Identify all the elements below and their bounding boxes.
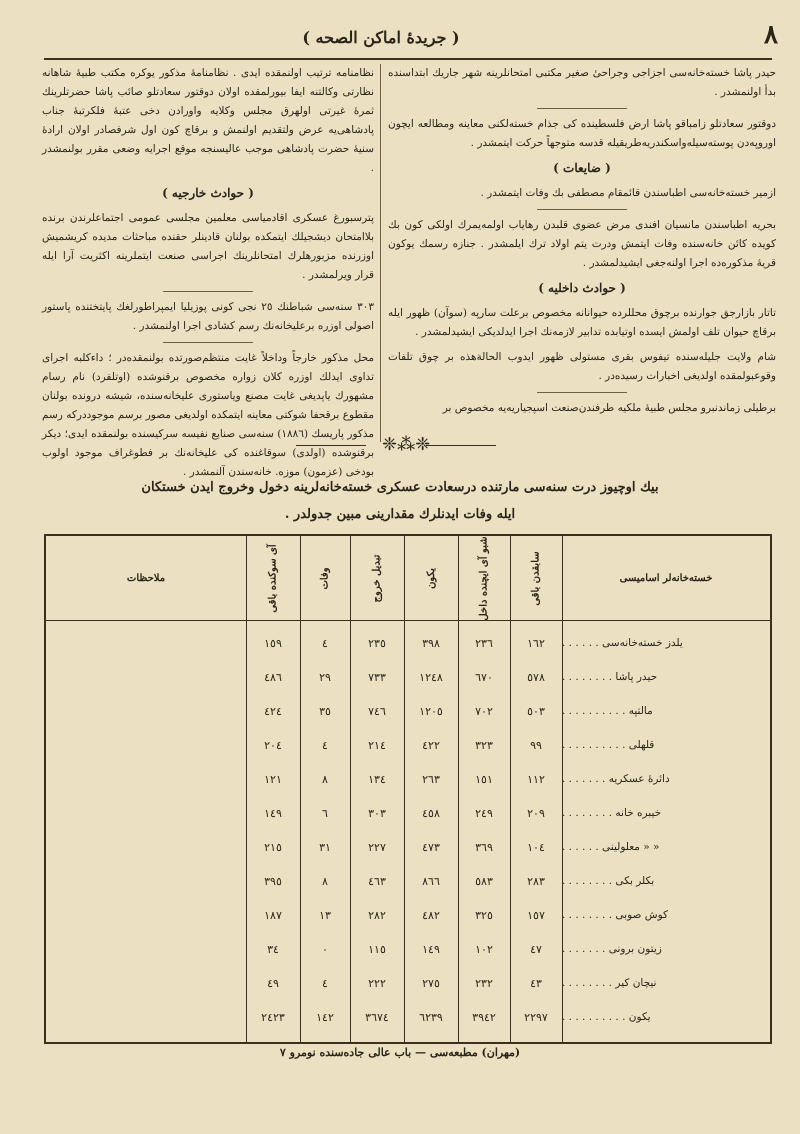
cell-hospital-name: قلهلی . . . . . . . . . . — [562, 739, 655, 751]
cell-died: ٠ — [322, 942, 328, 956]
divider — [537, 108, 627, 109]
cell-total: ١٢٠٥ — [419, 704, 443, 718]
section-heading-domestic-news: ( حوادث داخلیه ) — [538, 281, 626, 295]
cell-entered: ٣٢٣ — [475, 738, 493, 752]
paragraph: بحریه اطباسندن مانسیان افندی مرض عضوی قلبدن رهاياب اولمه‌یمرك اولکی کون بك کویده کائن خانه‌سنده وفات ایتمش ودرت یتم اولاد ترك ایلمشدر . جنازه رسمك یوکون قریهٔ مذکوره‌ده اجرا اولنه‌جغی ایشیدلمشدر . — [388, 219, 776, 269]
cell-previous: ٩٩ — [530, 738, 542, 752]
cell-total: ٣٩٨ — [422, 636, 440, 650]
cell-previous: ٤٣ — [530, 976, 542, 990]
cell-died: ٤ — [322, 636, 328, 650]
divider — [163, 291, 253, 292]
table-row — [46, 864, 770, 898]
cell-died: ٦ — [322, 806, 328, 820]
header-notes: ملاحظات — [126, 572, 166, 584]
cell-died: ٤ — [322, 738, 328, 752]
header-died: وفات — [319, 566, 331, 590]
ornament-divider — [296, 436, 496, 456]
divider — [537, 392, 627, 393]
cell-remaining: ٣٤ — [267, 942, 279, 956]
newspaper-title: ( جريدهٔ اماكن الصحه ) — [302, 28, 460, 47]
table-row — [46, 694, 770, 728]
cell-entered: ٢٣٢ — [475, 976, 493, 990]
cell-remaining: ٤٨٦ — [264, 670, 282, 684]
cell-hospital-name: دائرهٔ عسکریه . . . . . . . — [562, 773, 670, 785]
cell-previous: ٢٠٩ — [527, 806, 545, 820]
cell-died: ١٤٢ — [316, 1010, 334, 1024]
header-recovered: تبدیل خروج — [371, 554, 383, 602]
cell-entered: ٢٣٦ — [475, 636, 493, 650]
cell-total: ١٤٩ — [422, 942, 440, 956]
cell-died: ٢٩ — [319, 670, 331, 684]
table-row — [46, 898, 770, 932]
cell-previous: ١٠٤ — [527, 840, 545, 854]
cell-died: ٨ — [322, 874, 328, 888]
paragraph: دوقتور سعادتلو زامباقو پاشا ارض فلسطینده کی جذام خسته‌لکنی معاینه ومطالعه ایچون اوروپه‌دن پوسته‌سیله‌واسکندریه‌طریقیله قدسه متوجهاً حرکت ایتمشدر . — [388, 118, 776, 149]
cell-hospital-name: حیدر پاشا . . . . . . . . — [562, 671, 658, 683]
section-heading-losses: ( ضایعات ) — [553, 161, 611, 175]
cell-hospital-name: بکلر بکی . . . . . . . . — [562, 875, 655, 887]
cell-recovered: ٣٠٣ — [368, 806, 386, 820]
cell-hospital-name: « « معلولینی . . . . . . — [562, 841, 660, 853]
cell-entered: ٣٦٩ — [475, 840, 493, 854]
cell-hospital-name: نیچان کیر . . . . . . . . — [562, 977, 657, 989]
page-header — [40, 20, 782, 54]
cell-total: ٤٥٨ — [422, 806, 440, 820]
header-remaining: آی سوکنده باقی — [267, 543, 279, 613]
hospital-statistics-table — [44, 534, 772, 1044]
cell-recovered: ١٣٤ — [368, 772, 386, 786]
table-row — [46, 796, 770, 830]
header-hospital-names: خسته‌خانه‌لر اسامیسی — [619, 572, 713, 584]
cell-hospital-name: یکون . . . . . . . . . . — [562, 1011, 651, 1023]
cell-hospital-name: یلدز خسته‌خانه‌سی . . . . . . — [562, 637, 683, 649]
cell-total: ٦٢٣٩ — [419, 1010, 443, 1024]
header-rule — [44, 58, 772, 60]
cell-previous: ٥٧٨ — [527, 670, 545, 684]
table-row — [46, 660, 770, 694]
column-separator — [380, 64, 381, 442]
cell-remaining: ١٨٧ — [264, 908, 282, 922]
table-header-row — [46, 536, 770, 621]
left-column — [42, 64, 374, 488]
cell-recovered: ٧٤٦ — [368, 704, 386, 718]
cell-remaining: ١٢١ — [264, 772, 282, 786]
cell-total: ١٢٤٨ — [419, 670, 443, 684]
cell-recovered: ٢٢٧ — [368, 840, 386, 854]
cell-previous: ٢٨٣ — [527, 874, 545, 888]
printer-footer: (مهران) مطبعه‌سی — باب عالی جاده‌سنده نومرو ٧ — [279, 1046, 521, 1059]
cell-previous: ١٦٢ — [527, 636, 545, 650]
table-row — [46, 932, 770, 966]
cell-died: ٣١ — [319, 840, 331, 854]
header-total: یکون — [425, 567, 437, 589]
cell-hospital-name: خیبره خانه . . . . . . . . — [562, 807, 662, 819]
table-title: بیك اوچیوز درت سنه‌سی مارتنده درسعادت عسکری خسته‌خانه‌لرینه دخول وخروج ایدن خستکان ایله وفات ایدنلرك مقدارینی مبین جدولدر . — [141, 480, 659, 522]
cell-total: ٢٦٣ — [422, 772, 440, 786]
cell-hospital-name: مالتپه . . . . . . . . . . — [562, 705, 653, 717]
header-entered: شبو آی ایچنده داخل — [478, 535, 490, 621]
cell-remaining: ١٤٩ — [264, 806, 282, 820]
divider — [163, 342, 253, 343]
cell-died: ٣٥ — [319, 704, 331, 718]
cell-remaining: ٢٤٢٣ — [261, 1010, 285, 1024]
cell-died: ١٣ — [319, 908, 331, 922]
cell-entered: ١٥١ — [475, 772, 493, 786]
cell-recovered: ٢١٤ — [368, 738, 386, 752]
cell-total: ٤٨٢ — [422, 908, 440, 922]
cell-entered: ٣٢٥ — [475, 908, 493, 922]
cell-total: ٤٧٣ — [422, 840, 440, 854]
cell-recovered: ٧٣٣ — [368, 670, 386, 684]
cell-recovered: ١١٥ — [368, 942, 386, 956]
cell-hospital-name: زیتون برونی . . . . . . . — [562, 943, 662, 955]
cell-previous: ١٥٧ — [527, 908, 545, 922]
cell-previous: ٢٢٩٧ — [524, 1010, 548, 1024]
page-number: ٨ — [764, 20, 778, 50]
table-row — [46, 830, 770, 864]
cell-entered: ٣٩٤٢ — [472, 1010, 496, 1024]
cell-entered: ٦٧٠ — [475, 670, 493, 684]
cell-previous: ٤٧ — [530, 942, 542, 956]
cell-entered: ١٠٢ — [475, 942, 493, 956]
cell-recovered: ٤٦٣ — [368, 874, 386, 888]
cell-previous: ٥٠٣ — [527, 704, 545, 718]
cell-entered: ٥٨٣ — [475, 874, 493, 888]
ornament-icon: ❈⁂❈ — [382, 434, 431, 455]
cell-remaining: ٣٩٥ — [264, 874, 282, 888]
cell-previous: ١١٢ — [527, 772, 545, 786]
table-row — [46, 762, 770, 796]
cell-remaining: ٢١٥ — [264, 840, 282, 854]
cell-remaining: ١٥٩ — [264, 636, 282, 650]
table-row — [46, 966, 770, 1000]
header-previous: سابقدن باقی — [530, 550, 542, 606]
cell-recovered: ٢٨٢ — [368, 908, 386, 922]
table-row — [46, 1000, 770, 1034]
section-heading-foreign-news: ( حوادث خارجیه ) — [162, 186, 254, 200]
cell-total: ٢٧٥ — [422, 976, 440, 990]
cell-died: ٤ — [322, 976, 328, 990]
paragraph: محل مذکور خارجاً وداخلاً غایت منتظم‌صورتده بولنمقده‌در ؛ داءکلبه اجرای تداوی ایدلك اوزره کلان زواره مخصوص برقنوشده (اوتلفرد) نام رسام مشهورك یاپدیغی غایت مصنع ویاستوری علیخانه‌سنده، شیشه درونده بولنان مقطوع برقحفا شوکتی معاینه ایتمکده اولدیغی مصور برسم موجوددرکه رسم مذکور پاریسك (١٨٨٦) سنه‌سی صنایع نفیسه سرکیسنده بولنمقده ایدی؛ دیکر برقنوشده (اولدی) سوقاغنده کی علیخانه‌نك بر فطوغراف موجود اولوب بودخی (عزمون) موزه‌. خانه‌سندن آلنمشدر . — [42, 352, 375, 478]
cell-entered: ٢٤٩ — [475, 806, 493, 820]
paragraph: ازمیر خسته‌خانه‌سی اطباسندن قائمقام مصطفی بك وفات ایتمشدر . — [480, 187, 776, 199]
cell-recovered: ٢٣٥ — [368, 636, 386, 650]
cell-hospital-name: کوش صوبی . . . . . . . . — [562, 909, 668, 921]
cell-recovered: ٣٦٧٤ — [365, 1010, 389, 1024]
paragraph: تاتار بازارجق جوارنده برچوق محللرده حیوانانه مخصوص برعلت سارپه (سوآن) ظهور ایله برقاچ حیوان تلف اولمش ایسده اوتیابده تدابیر لازمه‌نك اجرا ایدلدیکی ایشیدلمشدر . — [388, 307, 776, 338]
cell-recovered: ٢٢٢ — [368, 976, 386, 990]
paragraph: برطیلی زماندنبرو مجلس طبیهٔ ملکیه طرفندن‌صنعت اسپجیاریه‌یه مخصوص بر — [442, 402, 776, 414]
paragraph: پترسبورغ عسکری اقادمیاسی معلمین مجلسی عمومی اجتماعلرندن برنده بلاامتحان دیشجیلك ایتمکده بولنان قادینلر حقنده مباحثات مدیده کریشمیش اوزرنده مزبورهلرك امتحانلرینك اجراسی صنعت ایتملرینه اکثریت آرا ایله قرار ویرلمشدر . — [42, 212, 374, 281]
paragraph: حيدر پاشا خسته‌خانه‌سی اجزاجی وجراحیٔ صغیر مکتبی امتحانلرینه شهر جاريك ابتداسنده بدأ اولنمشدر . — [388, 67, 776, 98]
cell-remaining: ٢٠٤ — [264, 738, 282, 752]
divider — [537, 209, 627, 210]
cell-died: ٨ — [322, 772, 328, 786]
cell-total: ٤٢٢ — [422, 738, 440, 752]
cell-total: ٨٦٦ — [422, 874, 440, 888]
cell-remaining: ٤٩ — [267, 976, 279, 990]
table-row — [46, 728, 770, 762]
paragraph: نظامنامه ترتیب اولنمقده ایدی . نظامنامهٔ مذکور یوکره مکتب طبیهٔ شاهانه نظارتی وکالتنه ایفا بیورلمقده اولان دوقتور سعادتلو صائب پاشا حضرتلرینك ثمرهٔ غیرتی اولهرق مجلس وکلایه واورادن دخی عتبهٔ فلكرتبهٔ جناب پادشاهی‌یه عرض ولتقدیم اولنمش و برقاچ کون اول شرفصادر اولان ارادهٔ سنیهٔ حضرت پادشاهی موجب عالیسنجه موقع اجرایه وضعی مقرر بولنمشدر . — [42, 67, 374, 174]
paragraph: شام ولایت جلیله‌سنده تیفوس بقری مستولی ظهور ایدوب الحالةهذه بر چوق تلفات وقوعبولمقده اولدیغی اخبارات رسیده‌در . — [388, 351, 776, 382]
table-row — [46, 626, 770, 660]
cell-entered: ٧٠٢ — [475, 704, 493, 718]
cell-remaining: ٤٢٤ — [264, 704, 282, 718]
right-column — [388, 64, 776, 424]
paragraph: ٣٠٣ سنه‌سی شباطنك ٢٥ نجی کونی پوزیلیا ایمپراطورلغك پایتختنده پاستور اصولی اوزره برعلیخانه‌نك رسم کشادی اجرا اولنمشدر . — [42, 301, 375, 332]
